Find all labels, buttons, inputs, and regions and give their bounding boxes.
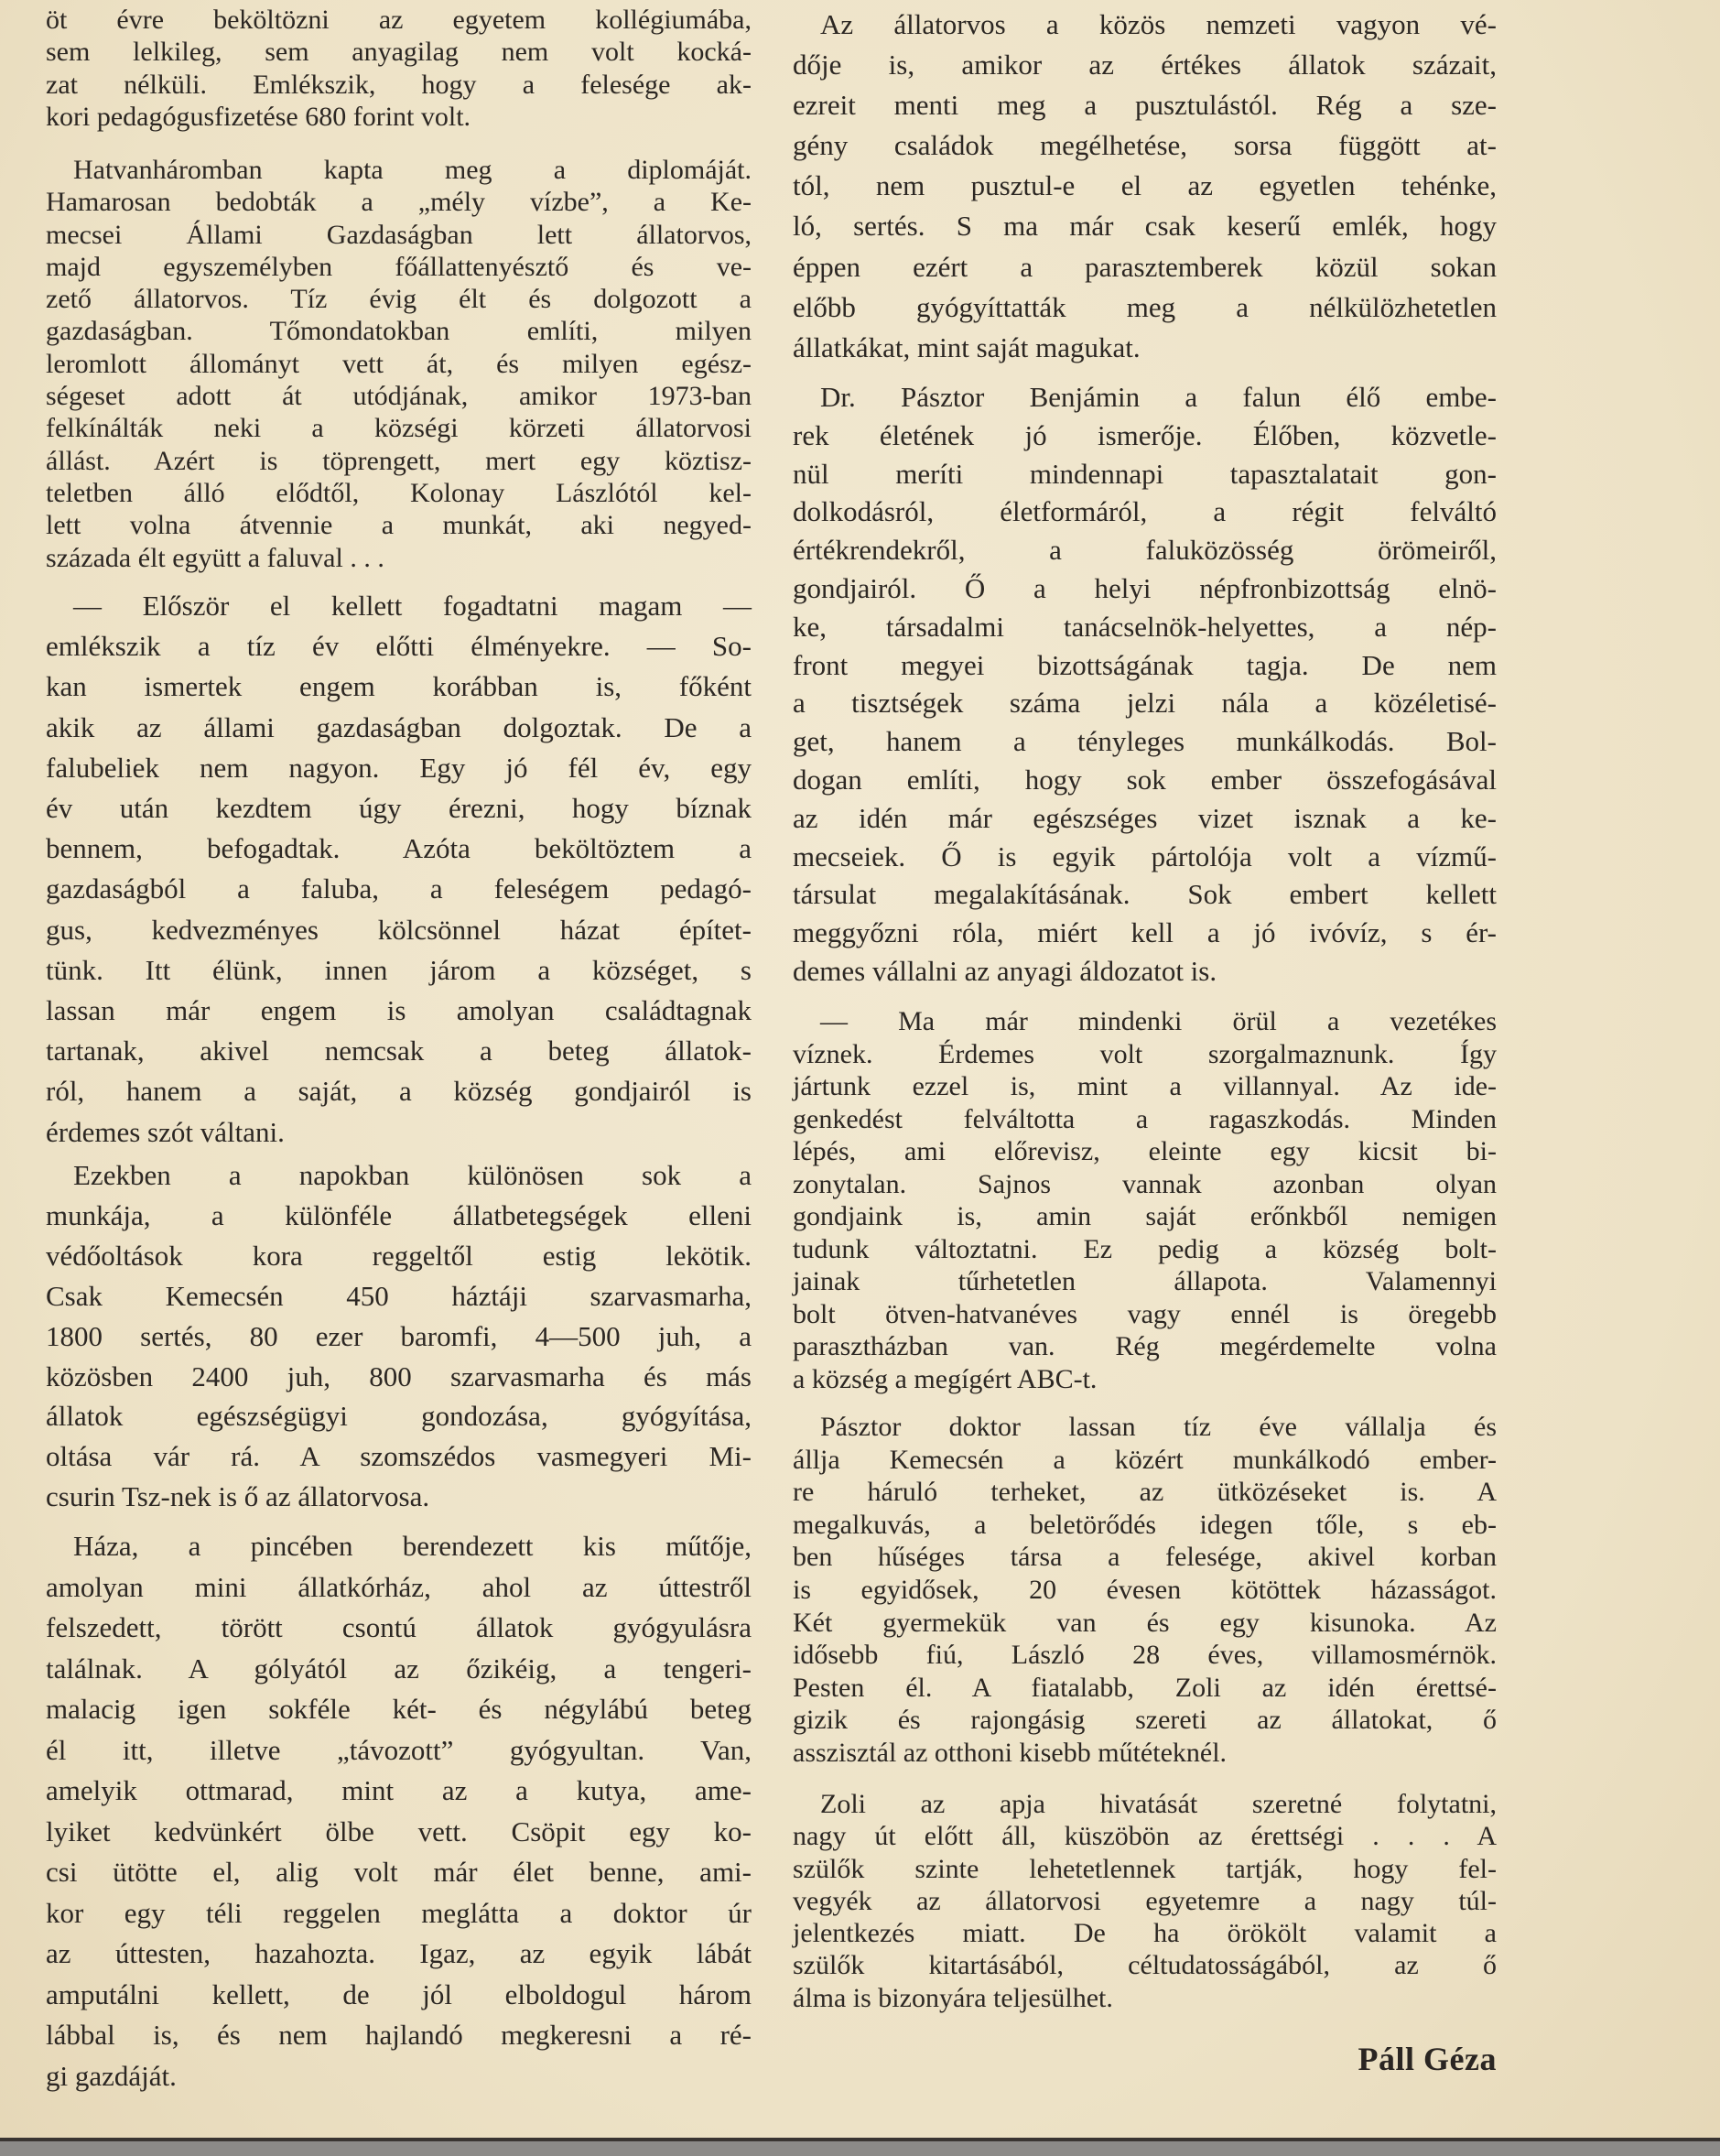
text-line: öt évre beköltözni az egyetem kollégiumába,: [46, 5, 752, 35]
text-line: gizik és rajongásig szereti az állatokat, ő: [793, 1705, 1497, 1736]
text-line: év után kezdtem úgy érezni, hogy bíznak: [46, 792, 752, 825]
text-line: get, hanem a tényleges munkálkodás. Bol-: [793, 725, 1497, 758]
text-line: dője is, amikor az értékes állatok százait,: [793, 49, 1497, 81]
article-paragraph: [793, 1788, 1497, 2014]
text-line: malacig igen sokféle két- és négylábú beteg: [46, 1693, 752, 1725]
text-line: gazdaságban. Tőmondatokban említi, milyen: [46, 316, 752, 347]
text-line: százada élt együtt a faluval . . .: [46, 542, 384, 573]
text-line: a község a megígért ABC-t.: [793, 1363, 1098, 1394]
text-line: állatkákat, mint saját magukat.: [793, 330, 1141, 363]
article-paragraph: [46, 1526, 752, 2096]
text-line: lépés, ami előrevisz, eleinte egy kicsit bi-: [793, 1136, 1497, 1166]
text-line: bolt ötven-hatvanéves vagy ennél is öregebb: [793, 1298, 1497, 1329]
text-line: felszedett, törött csontú állatok gyógyulásra: [46, 1611, 752, 1643]
article-paragraph: [793, 1411, 1497, 1770]
text-line: csi ütötte el, alig volt már élet benne, ami-: [46, 1856, 752, 1888]
text-line: állatok egészségügyi gondozása, gyógyítása,: [46, 1400, 752, 1433]
text-line: munkája, a különféle állatbetegségek elleni: [46, 1198, 752, 1231]
text-line: genkedést felváltotta a ragaszkodás. Minden: [793, 1103, 1497, 1134]
text-line: zat nélküli. Emlékszik, hogy a felesége ak-: [46, 69, 752, 100]
text-line: asszisztál az otthoni kisebb műtéteknél.: [793, 1737, 1228, 1768]
text-line: Az állatorvos a közös nemzeti vagyon vé-: [820, 8, 1497, 40]
text-line: Két gyermekük van és egy kisunoka. Az: [793, 1607, 1497, 1638]
text-line: találnak. A gólyától az őzikéig, a tengeri-: [46, 1652, 752, 1685]
text-line: társulat megalakításának. Sok embert kellett: [793, 878, 1497, 911]
text-line: lyiket kedvünkért ölbe vett. Csöpit egy ko-: [46, 1815, 752, 1847]
text-line: jainak tűrhetetlen állapota. Valamennyi: [793, 1266, 1497, 1296]
text-line: ról, hanem a saját, a község gondjairól is: [46, 1075, 752, 1108]
text-line: re háruló terheket, az ütközéseket is. A: [793, 1477, 1497, 1508]
text-line: előbb gyógyíttatták meg a nélkülözhetetlen: [793, 290, 1497, 323]
text-line: dogan említi, hogy sok ember összefogásával: [793, 763, 1497, 796]
article-paragraph: [46, 1155, 752, 1517]
text-line: tudunk változtatni. Ez pedig a község bolt-: [793, 1233, 1497, 1264]
text-line: akik az állami gazdaságban dolgoztak. De a: [46, 710, 752, 743]
text-line: bennem, befogadtak. Azóta beköltöztem a: [46, 832, 752, 865]
text-line: gondjaink is, amin saját erőnkből nemigen: [793, 1201, 1497, 1231]
text-line: leromlott állományt vett át, és milyen egész-: [46, 348, 752, 379]
article-paragraph: [46, 154, 752, 574]
text-line: közösben 2400 juh, 800 szarvasmarha és más: [46, 1360, 752, 1392]
text-line: a tisztségek száma jelzi nála a közéletisé-: [793, 687, 1497, 720]
text-line: tünk. Itt élünk, innen járom a községet, s: [46, 953, 752, 986]
text-line: front megyei bizottságának tagja. De nem: [793, 648, 1497, 681]
text-line: — Ma már mindenki örül a vezetékes: [820, 1006, 1497, 1036]
text-line: zető állatorvos. Tíz évig élt és dolgozott a: [46, 284, 752, 315]
text-line: majd egyszemélyben főállattenyésztő és ve-: [46, 251, 752, 282]
text-line: nül meríti mindennapi tapasztalatait gon-: [793, 457, 1497, 490]
author-byline: Páll Géza: [1358, 2041, 1497, 2077]
text-line: ségeset adott át utódjának, amikor 1973-ban: [46, 381, 752, 412]
text-line: mecseiek. Ő is egyik pártolója volt a vízmű-: [793, 840, 1497, 872]
text-line: lábbal is, és nem hajlandó megkeresni a ré-: [46, 2019, 752, 2051]
text-line: is egyidősek, 20 évesen kötöttek házasságot.: [793, 1574, 1497, 1605]
text-line: érdemes szót váltani.: [46, 1115, 285, 1148]
text-line: tól, nem pusztul-e el az egyetlen tehénke,: [793, 169, 1497, 202]
text-line: nagy út előtt áll, küszöbön az érettségi . . . A: [793, 1821, 1497, 1852]
text-line: ló, sertés. S ma már csak keserű emlék, hogy: [793, 210, 1497, 243]
text-line: Hatvanháromban kapta meg a diplomáját.: [73, 155, 752, 185]
text-line: vegyék az állatorvosi egyetemre a nagy túl-: [793, 1885, 1497, 1916]
text-line: amolyan mini állatkórház, ahol az úttestről: [46, 1570, 752, 1603]
text-line: kori pedagógusfizetése 680 forint volt.: [46, 101, 471, 132]
text-line: szülők kitartásából, céltudatosságából, az ő: [793, 1950, 1497, 1981]
text-line: teletben álló elődtől, Kolonay Lászlótól kel-: [46, 477, 752, 508]
text-line: kan ismertek engem korábban is, főként: [46, 670, 752, 703]
text-line: emlékszik a tíz év előtti élményekre. — So-: [46, 630, 752, 663]
text-line: éppen ezért a parasztemberek közül sokan: [793, 250, 1497, 283]
text-line: gény családok megélhetése, sorsa függött at-: [793, 129, 1497, 162]
text-line: védőoltások kora reggeltől estig lekötik.: [46, 1239, 752, 1272]
text-line: Dr. Pásztor Benjámin a falun élő embe-: [820, 381, 1497, 413]
text-line: Hamarosan bedobták a „mély vízbe”, a Ke-: [46, 187, 752, 218]
article-paragraph: [46, 4, 752, 133]
text-line: rek életének jó ismerője. Élőben, közvetle-: [793, 418, 1497, 451]
text-line: az úttesten, hazahozta. Igaz, az egyik lábát: [46, 1937, 752, 1969]
text-line: gi gazdáját.: [46, 2059, 177, 2092]
text-line: ke, társadalmi tanácselnök-helyettes, a nép-: [793, 610, 1497, 643]
text-line: oltása vár rá. A szomszédos vasmegyeri Mi-: [46, 1440, 752, 1473]
text-line: Ezekben a napokban különösen sok a: [73, 1159, 752, 1191]
text-line: állja Kemecsén a közért munkálkodó ember-: [793, 1444, 1497, 1475]
text-line: gondjairól. Ő a helyi népfronbizottság elnö-: [793, 571, 1497, 604]
text-line: víznek. Érdemes volt szorgalmaznunk. Így: [793, 1038, 1497, 1069]
text-line: amelyik ottmarad, mint az a kutya, ame-: [46, 1774, 752, 1806]
text-line: gazdaságból a faluba, a feleségem pedagó-: [46, 872, 752, 905]
text-line: értékrendekről, a faluközösség örömeiről,: [793, 534, 1497, 567]
text-line: csurin Tsz-nek is ő az állatorvosa.: [46, 1480, 430, 1513]
text-line: Pesten él. A fiatalabb, Zoli az idén érettsé-: [793, 1672, 1497, 1703]
text-line: felkínálták neki a községi körzeti állatorvosi: [46, 413, 752, 444]
article-paragraph: [46, 586, 752, 1153]
text-line: ezreit menti meg a pusztulástól. Rég a sze-: [793, 89, 1497, 122]
text-line: Pásztor doktor lassan tíz éve vállalja és: [820, 1412, 1497, 1442]
text-line: amputálni kellett, de jól elboldogul három: [46, 1977, 752, 2010]
article-paragraph: [793, 5, 1497, 368]
text-line: állást. Azért is töprengett, mert egy köztisz-: [46, 445, 752, 476]
text-line: jelentkezés miatt. De ha örökölt valamit a: [793, 1918, 1497, 1949]
text-line: idősebb fiú, László 28 éves, villamosmérnök.: [793, 1640, 1497, 1671]
text-line: tartanak, akivel nemcsak a beteg állatok-: [46, 1035, 752, 1067]
text-line: meggyőzni róla, miért kell a jó ivóvíz, s ér-: [793, 916, 1497, 949]
text-line: szülők szinte lehetetlennek tartják, hogy fel-: [793, 1853, 1497, 1884]
text-line: sem lelkileg, sem anyagilag nem volt kocká-: [46, 37, 752, 68]
text-line: zonytalan. Sajnos vannak azonban olyan: [793, 1168, 1497, 1199]
text-line: jártunk ezzel is, mint a villannyal. Az ide-: [793, 1071, 1497, 1101]
text-line: 1800 sertés, 80 ezer baromfi, 4—500 juh, a: [46, 1319, 752, 1352]
text-line: megalkuvás, a beletörődés idegen tőle, s eb-: [793, 1509, 1497, 1540]
text-line: dolkodásról, életformáról, a régit felváltó: [793, 495, 1497, 528]
text-line: — Először el kellett fogadtatni magam —: [73, 590, 752, 622]
scanner-background: [0, 2141, 1720, 2156]
text-line: demes vállalni az anyagi áldozatot is.: [793, 954, 1217, 987]
text-line: gus, kedvezményes kölcsönnel házat építet-: [46, 913, 752, 946]
text-line: kor egy téli reggelen meglátta a doktor úr: [46, 1896, 752, 1929]
text-line: falubeliek nem nagyon. Egy jó fél év, egy: [46, 751, 752, 784]
text-line: lassan már engem is amolyan családtagnak: [46, 994, 752, 1027]
text-line: ben hűséges társa a felesége, akivel korban: [793, 1542, 1497, 1573]
text-line: él itt, illetve „távozott” gyógyultan. Van,: [46, 1733, 752, 1766]
article-paragraph: [793, 378, 1497, 991]
text-line: álma is bizonyára teljesülhet.: [793, 1982, 1113, 2013]
text-line: Háza, a pincében berendezett kis műtője,: [73, 1530, 752, 1562]
text-line: az idén már egészséges vizet isznak a ke-: [793, 801, 1497, 834]
text-line: Zoli az apja hivatását szeretné folytatni,: [820, 1789, 1497, 1819]
text-line: mecsei Állami Gazdaságban lett állatorvos,: [46, 219, 752, 250]
article-paragraph: [793, 1005, 1497, 1395]
text-line: Csak Kemecsén 450 háztáji szarvasmarha,: [46, 1279, 752, 1312]
text-line: lett volna átvennie a munkát, aki negyed-: [46, 510, 752, 541]
text-line: parasztházban van. Rég megérdemelte volna: [793, 1331, 1497, 1361]
